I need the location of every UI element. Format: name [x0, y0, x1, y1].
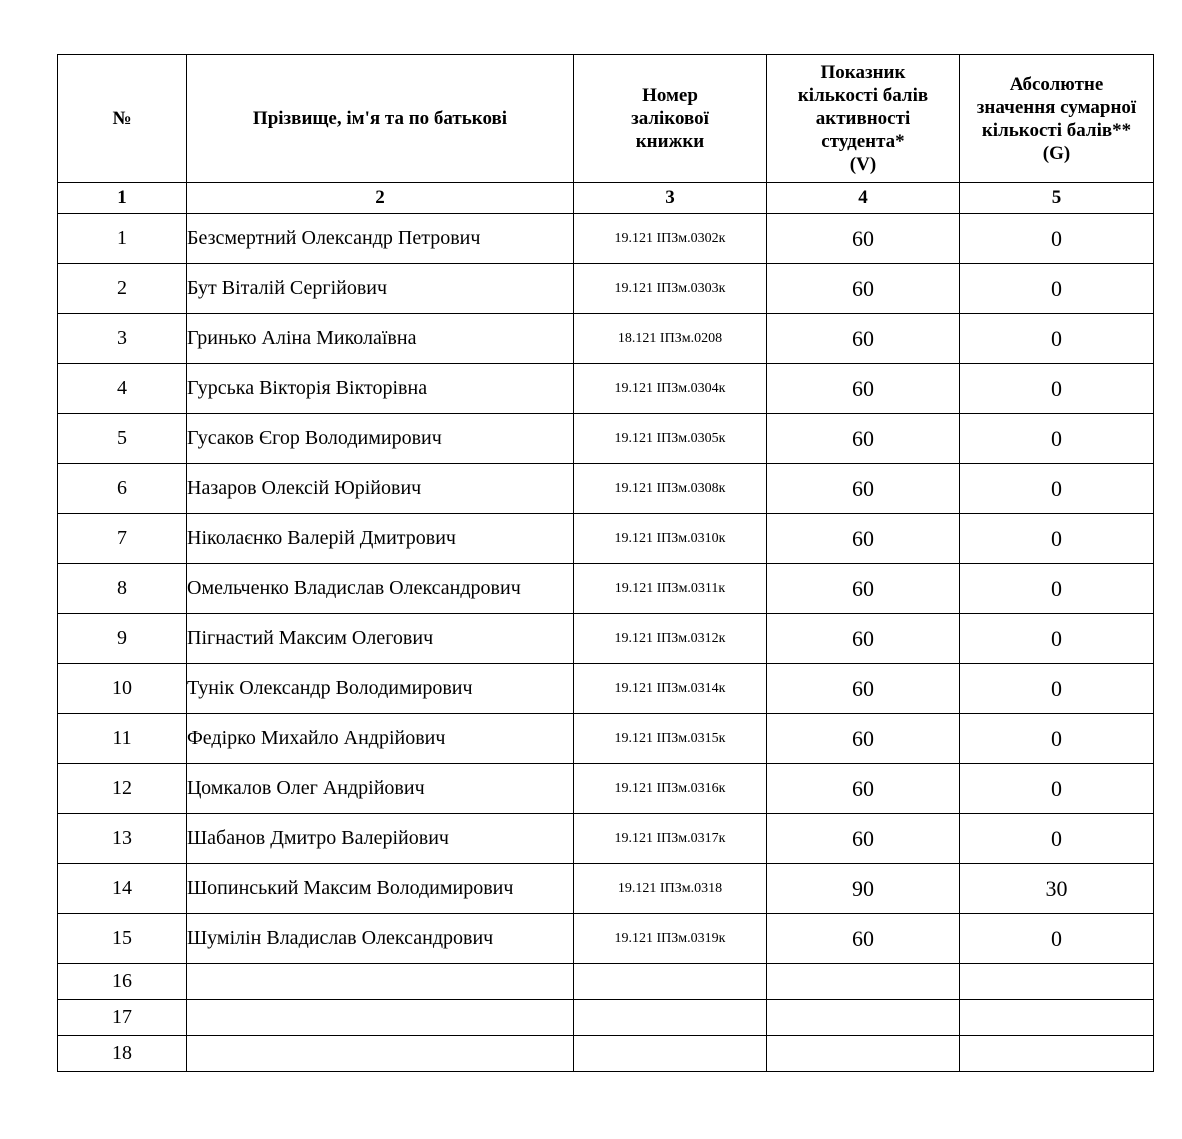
empty-cell	[767, 964, 960, 1000]
row-number: 7	[58, 514, 187, 564]
absolute-score: 0	[960, 914, 1154, 964]
table-row	[58, 314, 1154, 364]
table-row	[58, 564, 1154, 614]
activity-score: 60	[767, 714, 960, 764]
absolute-score: 0	[960, 464, 1154, 514]
empty-cell	[960, 964, 1154, 1000]
table-row	[58, 514, 1154, 564]
header-line: Показник	[820, 62, 906, 83]
row-number: 15	[58, 914, 187, 964]
table-row	[58, 214, 1154, 264]
column-number: 4	[767, 183, 960, 214]
header-record-book	[574, 55, 767, 183]
header-line: значення сумарної	[976, 96, 1137, 118]
empty-row	[58, 964, 1154, 1000]
row-number: 3	[58, 314, 187, 364]
table-row	[58, 764, 1154, 814]
student-name: Федірко Михайло Андрійович	[187, 714, 574, 764]
header-line: кількості балів	[797, 85, 929, 106]
row-number: 2	[58, 264, 187, 314]
activity-score: 60	[767, 364, 960, 414]
activity-score: 60	[767, 464, 960, 514]
empty-cell	[187, 1036, 574, 1072]
activity-score: 60	[767, 914, 960, 964]
row-number: 12	[58, 764, 187, 814]
student-name: Тунік Олександр Володимирович	[187, 664, 574, 714]
absolute-score: 0	[960, 364, 1154, 414]
student-name: Безсмертний Олександр Петрович	[187, 214, 574, 264]
column-number: 2	[187, 183, 574, 214]
student-name: Шабанов Дмитро Валерійович	[187, 814, 574, 864]
row-number: 5	[58, 414, 187, 464]
student-name: Цомкалов Олег Андрійович	[187, 764, 574, 814]
header-line: Абсолютне	[1009, 73, 1104, 95]
row-number: 1	[58, 214, 187, 264]
row-number: 6	[58, 464, 187, 514]
column-number: 5	[960, 183, 1154, 214]
row-number: 4	[58, 364, 187, 414]
table-row	[58, 464, 1154, 514]
table-row	[58, 414, 1154, 464]
header-line: залікової	[631, 108, 709, 129]
record-book-number: 19.121 ІПЗм.0314к	[574, 664, 767, 714]
record-book-number: 19.121 ІПЗм.0302к	[574, 214, 767, 264]
student-name: Бут Віталій Сергійович	[187, 264, 574, 314]
empty-cell	[960, 1036, 1154, 1072]
table-row	[58, 664, 1154, 714]
table-row	[58, 814, 1154, 864]
activity-score: 60	[767, 664, 960, 714]
row-number: 9	[58, 614, 187, 664]
activity-score: 60	[767, 614, 960, 664]
row-number: 18	[58, 1036, 187, 1072]
record-book-number: 18.121 ІПЗм.0208	[574, 314, 767, 364]
row-number: 10	[58, 664, 187, 714]
header-activity-score	[767, 55, 960, 183]
activity-score: 60	[767, 764, 960, 814]
header-absolute-score	[960, 55, 1154, 183]
row-number: 11	[58, 714, 187, 764]
absolute-score: 0	[960, 214, 1154, 264]
header-line: активності	[815, 108, 911, 129]
absolute-score: 0	[960, 564, 1154, 614]
record-book-number: 19.121 ІПЗм.0305к	[574, 414, 767, 464]
row-number: 8	[58, 564, 187, 614]
student-name: Ніколаєнко Валерій Дмитрович	[187, 514, 574, 564]
student-name: Пігнастий Максим Олегович	[187, 614, 574, 664]
record-book-number: 19.121 ІПЗм.0304к	[574, 364, 767, 414]
activity-score: 60	[767, 514, 960, 564]
activity-score: 60	[767, 414, 960, 464]
absolute-score: 30	[960, 864, 1154, 914]
row-number: 16	[58, 964, 187, 1000]
table-row	[58, 614, 1154, 664]
student-name: Гринько Аліна Миколаївна	[187, 314, 574, 364]
header-row	[58, 55, 1154, 183]
row-number: 17	[58, 1000, 187, 1036]
empty-row	[58, 1000, 1154, 1036]
column-number: 1	[58, 183, 187, 214]
header-line: кількості балів**	[981, 119, 1132, 141]
record-book-number: 19.121 ІПЗм.0316к	[574, 764, 767, 814]
empty-cell	[574, 1000, 767, 1036]
empty-cell	[767, 1000, 960, 1036]
student-name: Шумілін Владислав Олександрович	[187, 914, 574, 964]
empty-cell	[574, 964, 767, 1000]
record-book-number: 19.121 ІПЗм.0315к	[574, 714, 767, 764]
absolute-score: 0	[960, 814, 1154, 864]
empty-cell	[187, 1000, 574, 1036]
empty-cell	[767, 1036, 960, 1072]
activity-score: 60	[767, 814, 960, 864]
activity-score: 90	[767, 864, 960, 914]
record-book-number: 19.121 ІПЗм.0308к	[574, 464, 767, 514]
student-name: Гусаков Єгор Володимирович	[187, 414, 574, 464]
absolute-score: 0	[960, 314, 1154, 364]
table-row	[58, 714, 1154, 764]
table-row	[58, 864, 1154, 914]
student-name: Омельченко Владислав Олександрович	[187, 564, 574, 614]
absolute-score: 0	[960, 614, 1154, 664]
header-full-name: Прізвище, ім'я та по батькові	[187, 55, 574, 183]
row-number: 14	[58, 864, 187, 914]
row-number: 13	[58, 814, 187, 864]
table-row	[58, 364, 1154, 414]
student-name: Шопинський Максим Володимирович	[187, 864, 574, 914]
record-book-number: 19.121 ІПЗм.0319к	[574, 914, 767, 964]
record-book-number: 19.121 ІПЗм.0312к	[574, 614, 767, 664]
record-book-number: 19.121 ІПЗм.0318	[574, 864, 767, 914]
header-line: книжки	[635, 131, 705, 152]
header-number: №	[58, 55, 187, 183]
empty-cell	[960, 1000, 1154, 1036]
activity-score: 60	[767, 564, 960, 614]
column-number-row	[58, 183, 1154, 214]
student-name: Гурська Вікторія Вікторівна	[187, 364, 574, 414]
activity-score: 60	[767, 214, 960, 264]
empty-row	[58, 1036, 1154, 1072]
empty-cell	[187, 964, 574, 1000]
absolute-score: 0	[960, 264, 1154, 314]
student-name: Назаров Олексій Юрійович	[187, 464, 574, 514]
empty-cell	[574, 1036, 767, 1072]
absolute-score: 0	[960, 714, 1154, 764]
activity-score: 60	[767, 314, 960, 364]
absolute-score: 0	[960, 664, 1154, 714]
header-line: студента*	[821, 131, 905, 152]
record-book-number: 19.121 ІПЗм.0303к	[574, 264, 767, 314]
table-row	[58, 914, 1154, 964]
grades-table	[57, 54, 1154, 1072]
record-book-number: 19.121 ІПЗм.0311к	[574, 564, 767, 614]
table-row	[58, 264, 1154, 314]
activity-score: 60	[767, 264, 960, 314]
header-line: (G)	[1042, 142, 1071, 164]
absolute-score: 0	[960, 764, 1154, 814]
absolute-score: 0	[960, 514, 1154, 564]
header-line: (V)	[849, 154, 877, 175]
absolute-score: 0	[960, 414, 1154, 464]
record-book-number: 19.121 ІПЗм.0317к	[574, 814, 767, 864]
header-line: Номер	[642, 85, 698, 106]
column-number: 3	[574, 183, 767, 214]
record-book-number: 19.121 ІПЗм.0310к	[574, 514, 767, 564]
